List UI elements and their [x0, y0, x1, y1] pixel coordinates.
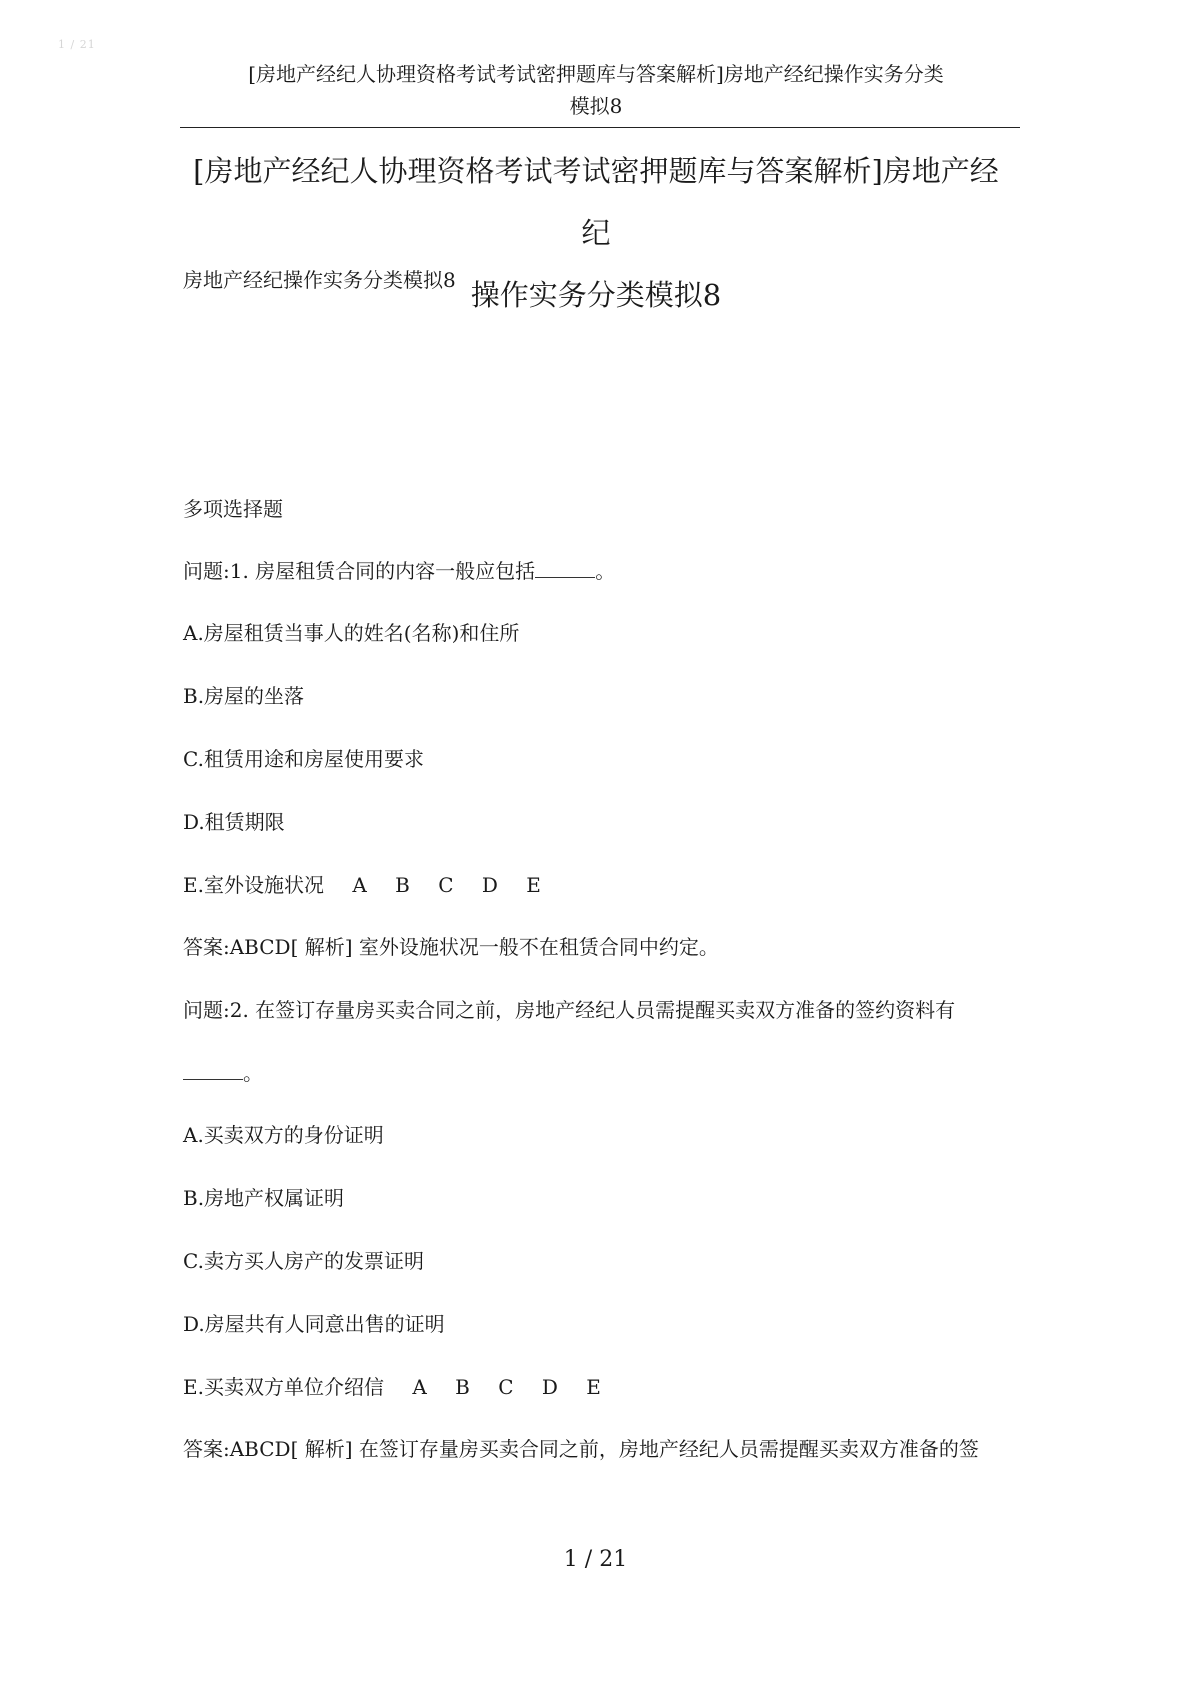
header-divider [180, 127, 1020, 128]
option-letter: C [438, 873, 454, 897]
question-2-stem-end: 。 [243, 1061, 263, 1085]
option-letter: A [412, 1375, 427, 1399]
question-1-option-e [183, 870, 541, 900]
option-letter: A [352, 873, 367, 897]
subtitle: 房地产经纪操作实务分类模拟8 [183, 268, 456, 292]
question-1-option-e-text: E.室外设施状况 [183, 873, 324, 897]
answer-blank [183, 1061, 243, 1080]
running-header-line-1: [房地产经纪人协理资格考试考试密押题库与答案解析]房地产经纪操作实务分类 [248, 62, 944, 86]
option-letter: B [395, 873, 410, 897]
running-header-line-2: 模拟8 [569, 94, 623, 118]
running-header [180, 58, 1012, 122]
question-2-stem: 问题:2. 在签订存量房买卖合同之前，房地产经纪人员需提醒买卖双方准备的签约资料有 [183, 998, 956, 1022]
question-1-option-d: D.租赁期限 [183, 810, 285, 834]
question-2-option-e [183, 1372, 601, 1402]
question-1-option-c: C.租赁用途和房屋使用要求 [183, 747, 424, 771]
option-letter: E [586, 1375, 601, 1399]
question-2-option-b: B.房地产权属证明 [183, 1186, 345, 1210]
question-1-stem-text: 问题:1. 房屋租赁合同的内容一般应包括 [183, 559, 536, 583]
option-letter: D [481, 873, 498, 897]
question-2-option-c: C.卖方买人房产的发票证明 [183, 1249, 424, 1273]
corner-watermark: 1 / 21 [58, 38, 96, 51]
document-title [180, 140, 1012, 326]
section-heading: 多项选择题 [183, 497, 283, 521]
question-2-stem-continuation [183, 1058, 263, 1088]
question-2-option-e-text: E.买卖双方单位介绍信 [183, 1375, 384, 1399]
option-letter: D [541, 1375, 558, 1399]
option-letter: E [526, 873, 541, 897]
question-1-stem [183, 556, 615, 586]
question-2-option-a: A.买卖双方的身份证明 [183, 1123, 384, 1147]
page-number: 1 / 21 [563, 1547, 628, 1572]
question-1-stem-end: 。 [595, 559, 616, 583]
question-1-answer: 答案:ABCD[ 解析] 室外设施状况一般不在租赁合同中约定。 [183, 935, 719, 959]
question-1-option-b: B.房屋的坐落 [183, 684, 305, 708]
question-2-option-d: D.房屋共有人同意出售的证明 [183, 1312, 445, 1336]
option-letter: C [498, 1375, 514, 1399]
document-title-line-1: [房地产经纪人协理资格考试考试密押题库与答案解析]房地产经纪 [193, 154, 999, 250]
document-title-line-2: 操作实务分类模拟8 [470, 278, 722, 312]
question-2-answer: 答案:ABCD[ 解析] 在签订存量房买卖合同之前，房地产经纪人员需提醒买卖双方准备的签 [183, 1437, 979, 1461]
answer-blank [535, 559, 595, 578]
option-letter: B [455, 1375, 470, 1399]
question-1-option-a: A.房屋租赁当事人的姓名(名称)和住所 [183, 621, 520, 645]
